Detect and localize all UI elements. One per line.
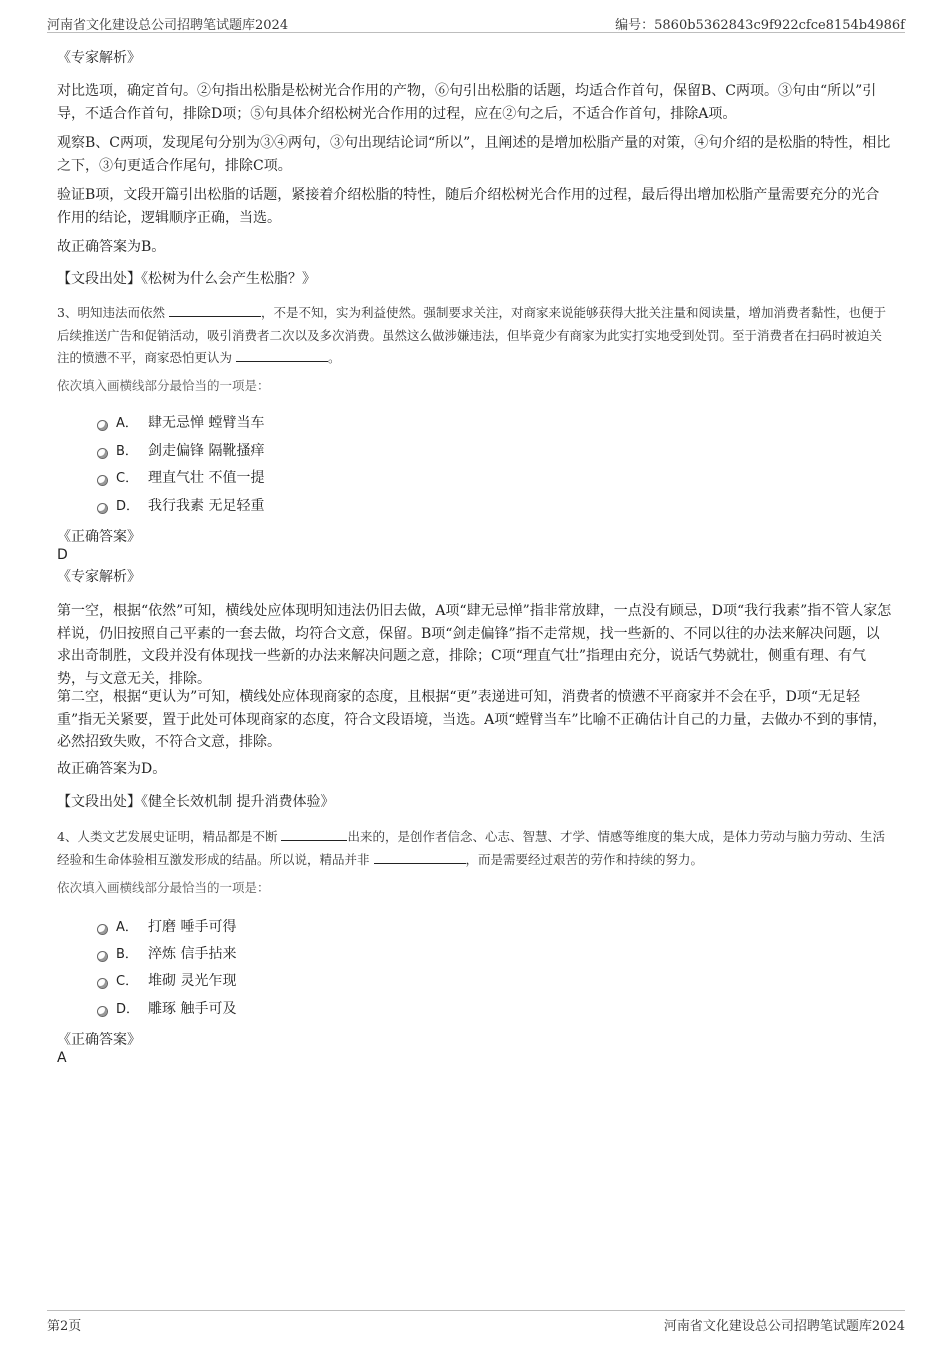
radio-icon[interactable]: [97, 1006, 108, 1017]
q3-stem-part2: ，不是不知，实为利益使然。强制要求关注，对商家来说能够获得大批关注量和阅读量，增加消费者黏性，也便于后续推送广告和促销活动，吸引消费者二次以及多次消费。虽然这么做涉嫌违法，但毕竟少有商家为此实打实地受到处罚。至于消费者在扫码时被迫关注的愤懑不平，商家恐怕更认为: [57, 305, 886, 365]
page-header: [47, 12, 905, 33]
option-key: C．: [116, 471, 139, 486]
option-key: B．: [116, 947, 138, 962]
q2-answer-statement: 故正确答案为B。: [57, 239, 166, 255]
page-number: 第2页: [47, 1319, 82, 1334]
option-text: 淬炼 信手拈来: [148, 946, 237, 962]
header-title: 河南省文化建设总公司招聘笔试题库2024: [47, 18, 289, 33]
option-key: D．: [116, 1002, 140, 1017]
q4-option-c[interactable]: [97, 972, 236, 991]
q3-analysis-p1: 第一空，根据“依然”可知，横线处应体现明知违法仍旧去做，A项“肆无忌惮”指非常放肆，一点没有顾忌，D项“我行我素”指不管人家怎样说，仍旧按照自己平素的一套去做，均符合文意，保留。B项“剑走偏锋”指不走常规，找一些新的、不同以往的办法来解决问题，以求出奇制胜，文段并没有体现找一些新的办法来解决问题之意，排除；C项“理直气壮”指理由充分，说话气势就壮，侧重有理、有气势，与文意无关，排除。: [57, 603, 892, 687]
q3-source: 【文段出处】《健全长效机制 提升消费体验》: [57, 794, 335, 810]
footer-title: 河南省文化建设总公司招聘笔试题库2024: [663, 1319, 905, 1334]
q4-option-b[interactable]: [97, 945, 236, 964]
radio-icon[interactable]: [97, 475, 108, 486]
q3-option-c[interactable]: [97, 469, 264, 488]
q4-answer: A: [57, 1050, 67, 1066]
option-key: C．: [116, 974, 139, 989]
radio-icon[interactable]: [97, 924, 108, 935]
q4-answer-label: 《正确答案》: [57, 1032, 141, 1048]
q4-stem-part2: 出来的，是创作者信念、心志、智慧、才学、情感等维度的集大成，是体力劳动与脑力劳动、生活经验和生命体验相互激发形成的结晶。所以说，精品并非: [57, 829, 885, 867]
q3-blank-1: [169, 303, 261, 317]
q2-analysis-p3: 验证B项，文段开篇引出松脂的话题，紧接着介绍松脂的特性，随后介绍松树光合作用的过程，最后得出增加松脂产量需要充分的光合作用的结论，逻辑顺序正确，当选。: [57, 187, 880, 226]
q3-stem-part3: 。: [328, 350, 341, 365]
q3-answer: D: [57, 547, 68, 563]
q3-stem-part1: 3、明知违法而依然: [57, 305, 165, 320]
q4-option-d[interactable]: [97, 1000, 236, 1019]
option-key: B．: [116, 444, 138, 459]
q3-answer-statement: 故正确答案为D。: [57, 761, 167, 777]
option-text: 理直气壮 不值一提: [148, 470, 265, 486]
q4-blank-1: [281, 827, 347, 841]
q4-prompt: 依次填入画横线部分最恰当的一项是：: [57, 880, 270, 895]
q3-answer-label: 《正确答案》: [57, 529, 141, 545]
radio-icon[interactable]: [97, 503, 108, 514]
q4-blank-2: [374, 850, 466, 864]
option-text: 雕琢 触手可及: [148, 1001, 237, 1017]
option-key: D．: [116, 499, 140, 514]
option-key: A．: [116, 416, 138, 431]
document-code: 编号：5860b5362843c9f922cfce8154b4986f: [615, 18, 905, 33]
option-text: 肆无忌惮 螳臂当车: [148, 415, 265, 431]
q3-option-b[interactable]: [97, 442, 264, 461]
q3-option-d[interactable]: [97, 497, 264, 516]
q4-stem: [57, 826, 893, 871]
q3-stem: [57, 302, 893, 370]
q3-analysis-p2: 第二空，根据“更认为”可知，横线处应体现商家的态度，且根据“更”表递进可知，消费者的愤懑不平商家并不会在乎，D项“无足轻重”指无关紧要，置于此处可体现商家的态度，符合文段语境，当选。A项“螳臂当车”比喻不正确估计自己的力量，去做办不到的事情，必然招致失败，不符合文意，排除。: [57, 689, 887, 750]
q2-analysis-p1: 对比选项，确定首句。②句指出松脂是松树光合作用的产物，⑥句引出松脂的话题，均适合作首句，保留B、C两项。③句由“所以”引导，不适合作首句，排除D项；⑤句具体介绍松树光合作用的过程，应在②句之后，不适合作首句，排除A项。: [57, 83, 877, 122]
option-text: 堆砌 灵光乍现: [148, 973, 237, 989]
q3-blank-2: [236, 348, 328, 362]
option-text: 打磨 唾手可得: [148, 919, 237, 935]
radio-icon[interactable]: [97, 951, 108, 962]
q3-analysis-label: 《专家解析》: [57, 569, 141, 585]
q4-stem-part3: ，而是需要经过艰苦的劳作和持续的努力。: [465, 851, 704, 867]
radio-icon[interactable]: [97, 978, 108, 989]
q2-analysis-label: 《专家解析》: [57, 50, 141, 66]
option-key: A．: [116, 920, 138, 935]
q3-option-a[interactable]: [97, 414, 264, 433]
option-text: 我行我素 无足轻重: [148, 498, 265, 514]
radio-icon[interactable]: [97, 448, 108, 459]
radio-icon[interactable]: [97, 420, 108, 431]
page-footer: [47, 1310, 905, 1333]
option-text: 剑走偏锋 隔靴搔痒: [148, 443, 265, 459]
q4-option-a[interactable]: [97, 918, 236, 937]
q2-source: 【文段出处】《松树为什么会产生松脂？》: [57, 271, 316, 287]
q3-prompt: 依次填入画横线部分最恰当的一项是：: [57, 378, 270, 393]
q4-stem-part1: 4、人类文艺发展史证明，精品都是不断: [57, 829, 278, 844]
q2-analysis-p2: 观察B、C两项，发现尾句分别为③④两句，③句出现结论词“所以”，且阐述的是增加松脂产量的对策，④句介绍的是松脂的特性，相比之下，③句更适合作尾句，排除C项。: [57, 135, 891, 174]
